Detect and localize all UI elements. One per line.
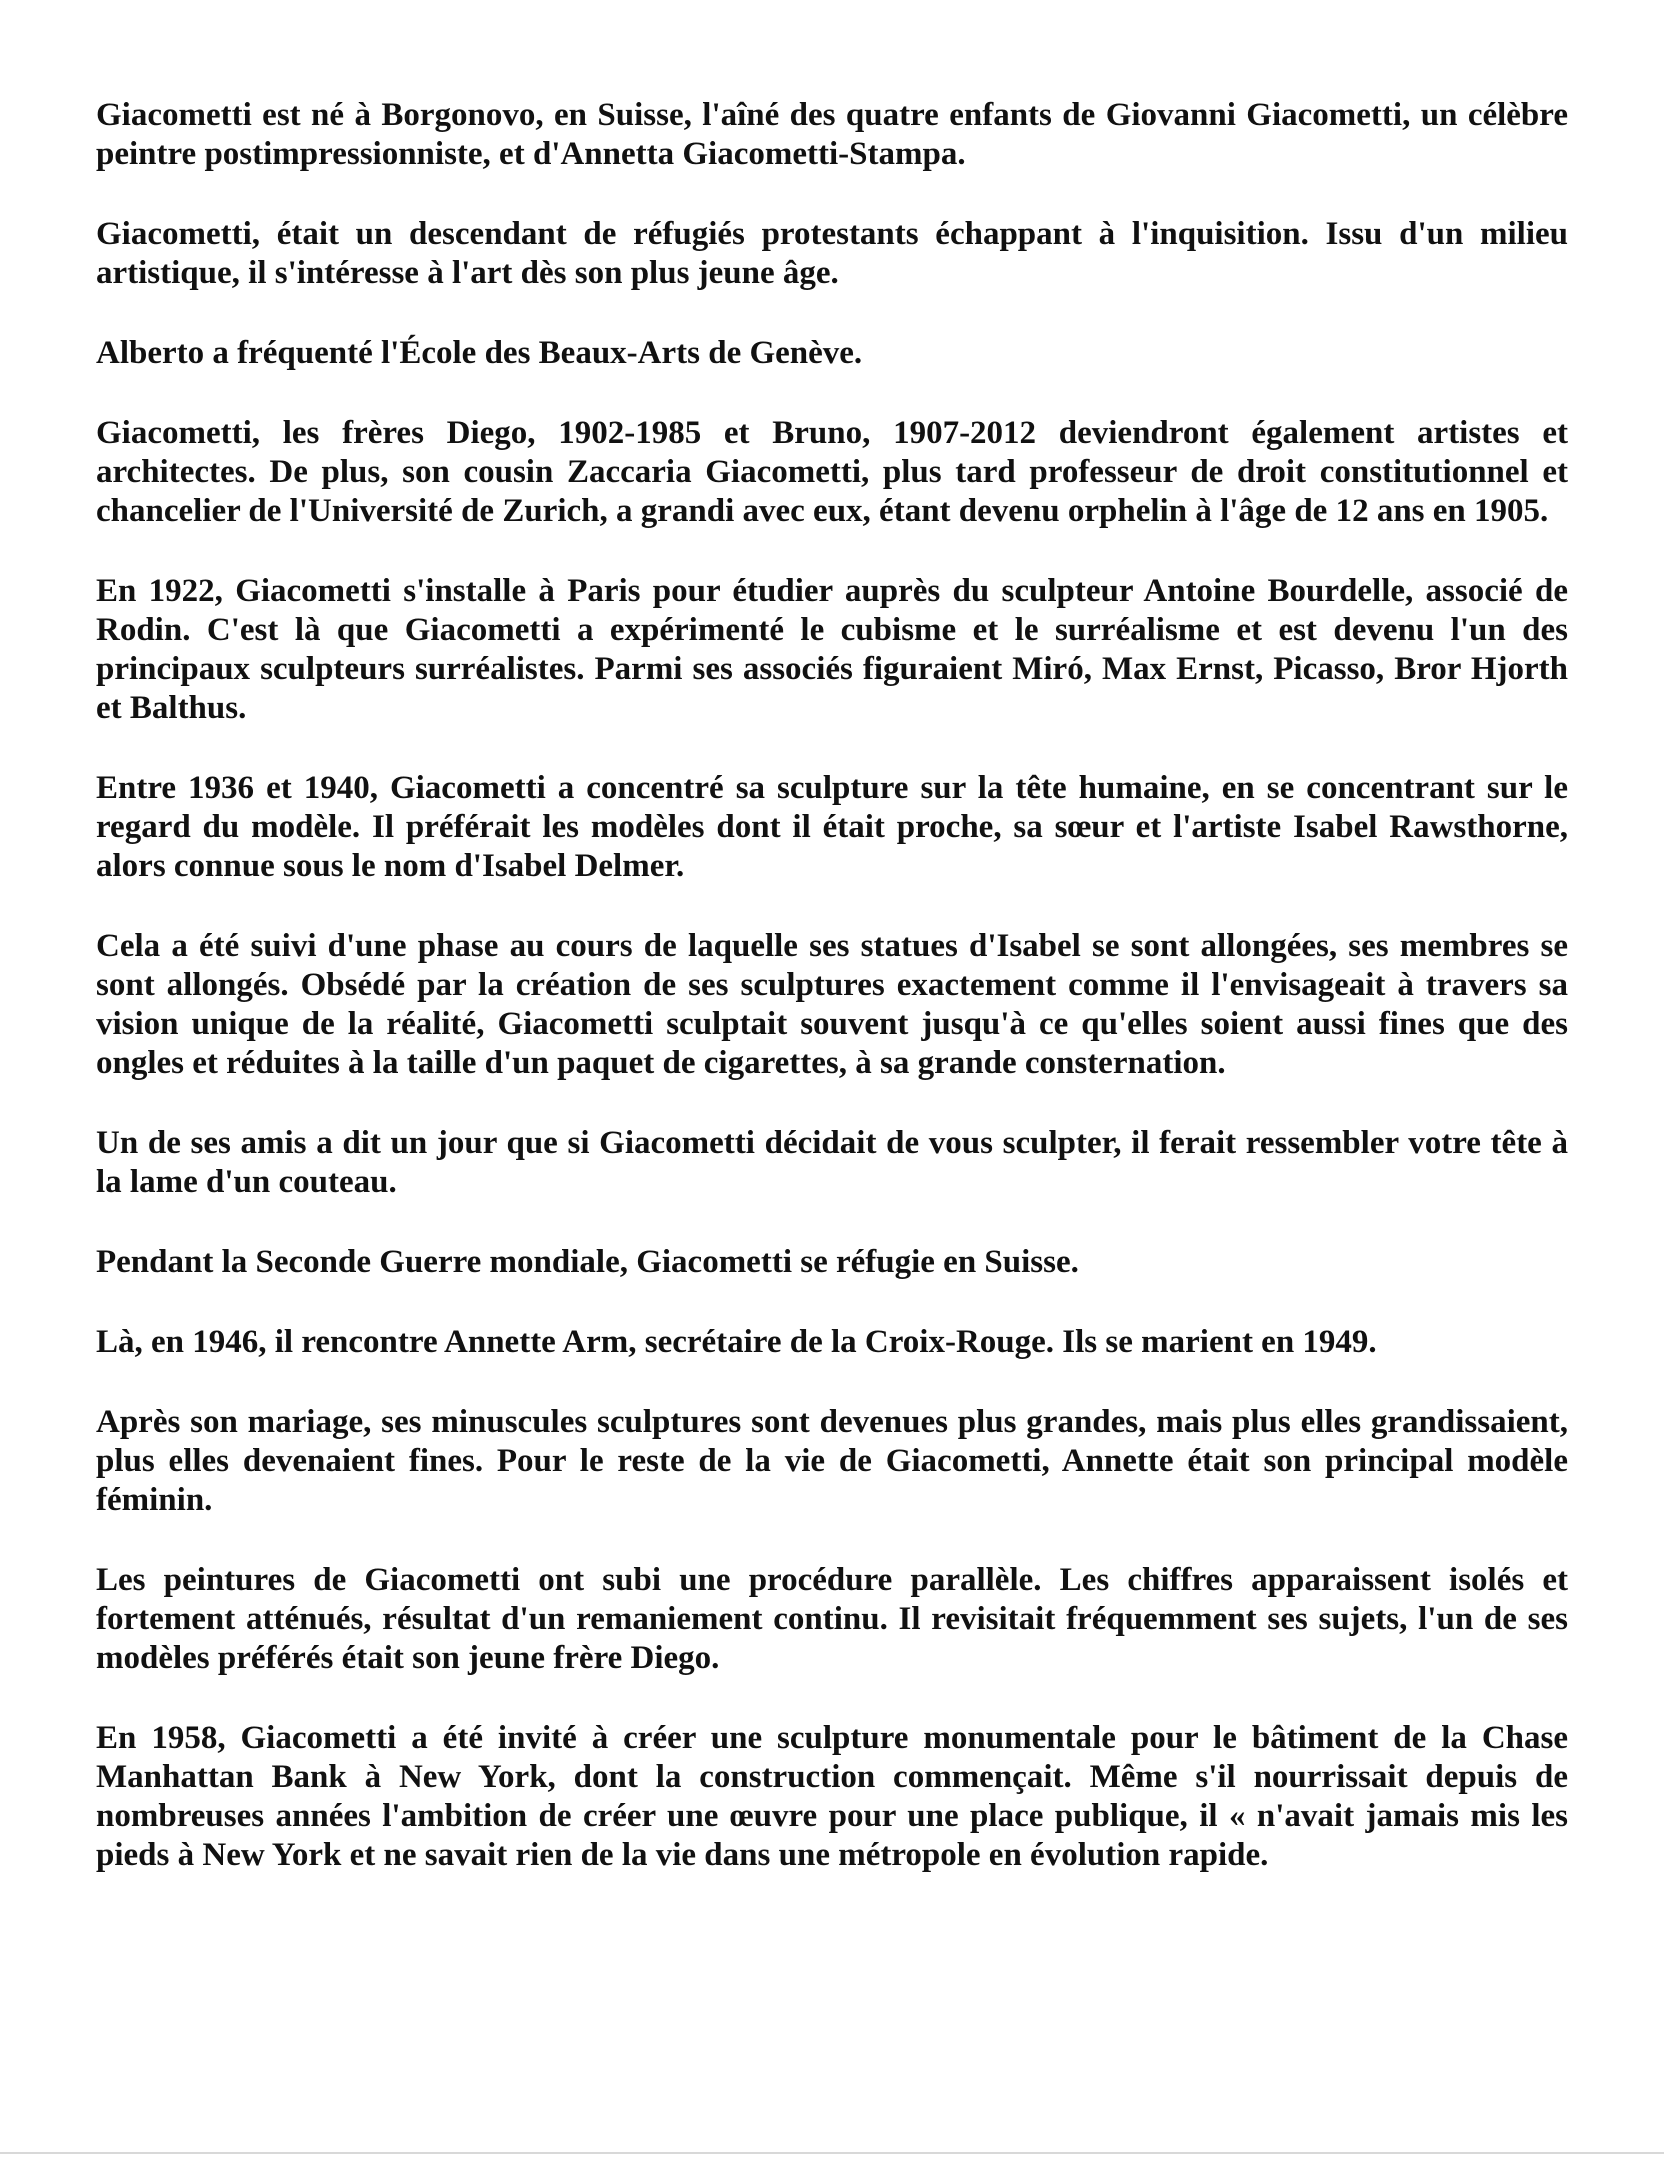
paragraph-origins: Giacometti, était un descendant de réfugiés protestants échappant à l'inquisition. Issu d'un milieu artistique, il s'intéresse à l'art dès son plus jeune âge. bbox=[96, 216, 1568, 291]
paragraph-paintings: Les peintures de Giacometti ont subi une procédure parallèle. Les chiffres apparaissent isolés et fortement atténués, résultat d'un remaniement continu. Il revisitait fréquemment ses sujets, l'un de ses modèles préférés était son jeune frère Diego. bbox=[96, 1562, 1568, 1676]
paragraph-family: Giacometti, les frères Diego, 1902-1985 et Bruno, 1907-2012 deviendront également artistes et architectes. De plus, son cousin Zaccaria Giacometti, plus tard professeur de droit constitutionnel et chancelier de l'Université de Zurich, a grandi avec eux, étant devenu orphelin à l'âge de 12 ans en 1905. bbox=[96, 415, 1568, 529]
paragraph-war: Pendant la Seconde Guerre mondiale, Giacometti se réfugie en Suisse. bbox=[96, 1244, 1079, 1280]
paragraph-friend-quote: Un de ses amis a dit un jour que si Giacometti décidait de vous sculpter, il ferait ressembler votre tête à la lame d'un couteau. bbox=[96, 1125, 1568, 1200]
paragraph-annette: Là, en 1946, il rencontre Annette Arm, secrétaire de la Croix-Rouge. Ils se marient en 1949. bbox=[96, 1324, 1377, 1360]
paragraph-head-sculpture: Entre 1936 et 1940, Giacometti a concentré sa sculpture sur la tête humaine, en se concentrant sur le regard du modèle. Il préférait les modèles dont il était proche, sa sœur et l'artiste Isabel Rawsthorne, alors connue sous le nom d'Isabel Delmer. bbox=[96, 770, 1568, 884]
bottom-divider bbox=[0, 2152, 1664, 2154]
paragraph-birth: Giacometti est né à Borgonovo, en Suisse, l'aîné des quatre enfants de Giovanni Giacometti, un célèbre peintre postimpressionniste, et d'Annetta Giacometti-Stampa. bbox=[96, 97, 1568, 172]
paragraph-marriage: Après son mariage, ses minuscules sculptures sont devenues plus grandes, mais plus elles grandissaient, plus elles devenaient fines. Pour le reste de la vie de Giacometti, Annette était son principal modèle féminin. bbox=[96, 1404, 1568, 1518]
paragraph-elongated-phase: Cela a été suivi d'une phase au cours de laquelle ses statues d'Isabel se sont allongées, ses membres se sont allongés. Obsédé par la création de ses sculptures exactement comme il l'envisageait à travers sa vision unique de la réalité, Giacometti sculptait souvent jusqu'à ce qu'elles soient aussi fines que des ongles et réduites à la taille d'un paquet de cigarettes, à sa grande consternation. bbox=[96, 928, 1568, 1081]
paragraph-paris: En 1922, Giacometti s'installe à Paris pour étudier auprès du sculpteur Antoine Bourdelle, associé de Rodin. C'est là que Giacometti a expérimenté le cubisme et le surréalisme et est devenu l'un des principaux sculpteurs surréalistes. Parmi ses associés figuraient Miró, Max Ernst, Picasso, Bror Hjorth et Balthus. bbox=[96, 573, 1568, 726]
document-page bbox=[96, 96, 1568, 1916]
paragraph-school: Alberto a fréquenté l'École des Beaux-Arts de Genève. bbox=[96, 335, 863, 371]
paragraph-new-york: En 1958, Giacometti a été invité à créer une sculpture monumentale pour le bâtiment de la Chase Manhattan Bank à New York, dont la construction commençait. Même s'il nourrissait depuis de nombreuses années l'ambition de créer une œuvre pour une place publique, il « n'avait jamais mis les pieds à New York et ne savait rien de la vie dans une métropole en évolution rapide. bbox=[96, 1720, 1568, 1873]
